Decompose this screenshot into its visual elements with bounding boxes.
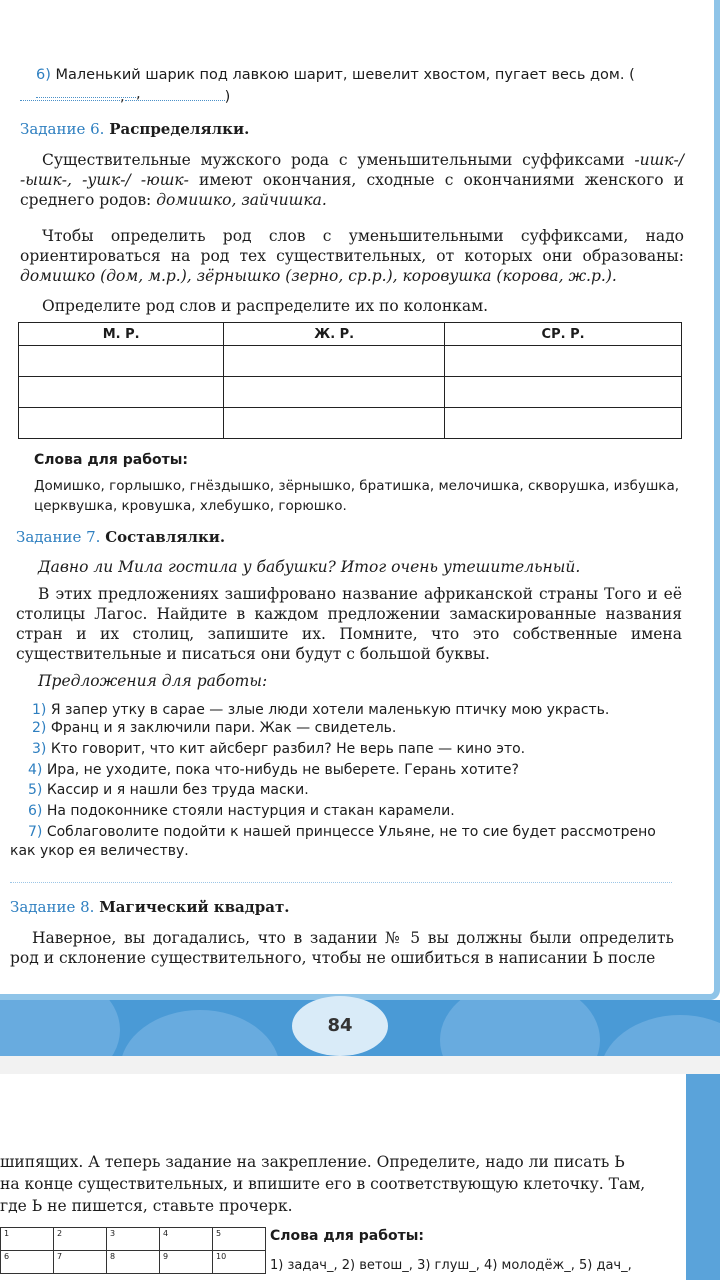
task-6-paragraph-1 xyxy=(20,150,684,210)
item-number: 6) xyxy=(36,67,51,83)
sentence-text: На подоконнике стояли настурция и стакан карамели. xyxy=(46,803,455,819)
sentence-number: 3) xyxy=(32,741,47,757)
sentence-3 xyxy=(32,740,672,759)
page2-line-3: где Ь не пишется, ставьте прочерк. xyxy=(0,1197,293,1215)
grid-cell[interactable]: 7 xyxy=(54,1251,107,1274)
grid-cell[interactable]: 10 xyxy=(213,1251,266,1274)
grid-cell[interactable]: 4 xyxy=(160,1228,213,1251)
table-cell[interactable] xyxy=(19,408,224,439)
table-cell[interactable] xyxy=(445,377,682,408)
riddle-text: Маленький шарик под лавкою шарит, шевелит хвостом, пугает весь дом. ( xyxy=(55,67,635,83)
answer-blank[interactable] xyxy=(20,100,120,101)
table-cell[interactable] xyxy=(224,408,445,439)
task-6-heading xyxy=(20,120,249,138)
task-7-paragraph: В этих предложениях зашифровано название африканской страны Того и её столицы Лагос. Найдите в каждом предложении замаскированные названия стран и их столиц, запишите их. Помните, что это собственные имена существительные и писаться они будут с большой буквы. xyxy=(16,585,682,663)
riddle-item-6-continued xyxy=(20,88,320,107)
page2-words: 1) задач_, 2) ветош_, 3) глуш_, 4) молодёж_, 5) дач_, xyxy=(270,1258,632,1273)
task-7-title: Составлялки. xyxy=(105,528,226,546)
decor-wave xyxy=(600,1015,720,1056)
page-gap xyxy=(0,1056,720,1074)
comma: , xyxy=(136,86,141,102)
task-7-riddle: Давно ли Мила гостила у бабушки? Итог очень утешительный. xyxy=(38,558,581,576)
sentence-1 xyxy=(32,701,672,720)
page2-line-1: шипящих. А теперь задание на закрепление. Определите, надо ли писать Ь xyxy=(0,1153,625,1171)
column-feminine: Ж. Р. xyxy=(224,323,445,346)
grid-cell[interactable]: 2 xyxy=(54,1228,107,1251)
sentence-2 xyxy=(32,719,672,738)
sentence-number: 6) xyxy=(28,803,43,819)
column-masculine: М. Р. xyxy=(19,323,224,346)
column-neuter: СР. Р. xyxy=(445,323,682,346)
task-6-paragraph-2 xyxy=(20,226,684,286)
task-7-label: Задание 7. xyxy=(16,528,101,546)
page2-words-label: Слова для работы: xyxy=(270,1228,424,1244)
grid-cell[interactable]: 5 xyxy=(213,1228,266,1251)
task-8-title: Магический квадрат. xyxy=(99,898,290,916)
sentence-number: 7) xyxy=(28,824,43,840)
sentence-4 xyxy=(28,761,668,780)
grid-cell[interactable]: 8 xyxy=(107,1251,160,1274)
sentence-text: Соблаговолите подойти к нашей принцессе Ульяне, не то сие будет рассмотрено как укор ея величеству. xyxy=(10,824,656,859)
grid-cell[interactable]: 1 xyxy=(1,1228,54,1251)
task-6-label: Задание 6. xyxy=(20,120,105,138)
table-cell[interactable] xyxy=(224,377,445,408)
task-7-heading xyxy=(16,528,225,546)
sentence-text: Кто говорит, что кит айсберг разбил? Не верь папе — кино это. xyxy=(50,741,526,757)
table-cell[interactable] xyxy=(445,408,682,439)
task-6-title: Распределялки. xyxy=(109,120,250,138)
examples: домишко (дом, м.р.), зёрнышко (зерно, ср.р.), коровушка (корова, ж.р.). xyxy=(20,267,617,285)
decor-wave xyxy=(120,1010,280,1056)
sentence-number: 1) xyxy=(32,702,47,718)
sentence-text: Кассир и я нашли без труда маски. xyxy=(46,782,309,798)
close-paren: ) xyxy=(224,89,231,105)
sentence-7 xyxy=(10,823,672,861)
sentence-text: Франц и я заключили пари. Жак — свидетель. xyxy=(50,720,397,736)
sentence-number: 2) xyxy=(32,720,47,736)
magic-square-grid xyxy=(0,1227,266,1274)
grid-cell[interactable]: 6 xyxy=(1,1251,54,1274)
answer-blank[interactable] xyxy=(125,100,225,101)
task-8-heading xyxy=(10,898,290,916)
sentence-number: 4) xyxy=(28,762,43,778)
section-divider xyxy=(10,882,672,883)
page-number: 84 xyxy=(292,996,388,1056)
table-cell[interactable] xyxy=(19,346,224,377)
page-edge-decor xyxy=(686,1074,720,1280)
table-cell[interactable] xyxy=(19,377,224,408)
text: имеют окончания, сходные с окончаниями женского и среднего родов: xyxy=(20,171,684,209)
grid-cell[interactable]: 9 xyxy=(160,1251,213,1274)
text: Существительные мужского рода с уменьшительными суффиксами xyxy=(42,151,635,169)
sentence-5 xyxy=(28,781,668,800)
suffixes: -ишк-/ -ышк-, -ушк-/ -юшк- xyxy=(20,151,684,189)
task-6-words-label: Слова для работы: xyxy=(34,452,188,468)
task-8-label: Задание 8. xyxy=(10,898,95,916)
task-8-paragraph: Наверное, вы догадались, что в задании № 5 вы должны были определить род и склонение существительного, чтобы не ошибиться в написании Ь после xyxy=(10,929,674,967)
sentence-6 xyxy=(28,802,668,821)
task-6-instruction: Определите род слов и распределите их по колонкам. xyxy=(42,297,489,315)
decor-wave xyxy=(0,1000,120,1056)
sentence-text: Я запер утку в сарае — злые люди хотели маленькую птичку мою украсть. xyxy=(50,702,610,718)
examples: домишко, зайчишка. xyxy=(156,191,327,209)
sentence-text: Ира, не уходите, пока что-нибудь не выберете. Герань хотите? xyxy=(46,762,519,778)
decor-wave xyxy=(440,1000,600,1056)
task-7-sentences-label: Предложения для работы: xyxy=(38,672,268,690)
table-cell[interactable] xyxy=(445,346,682,377)
task-6-words: Домишко, горлышко, гнёздышко, зёрнышко, братишка, мелочишка, скворушка, избушка, церквушка, кровушка, хлебушко, горюшко. xyxy=(34,478,680,514)
sentence-number: 5) xyxy=(28,782,43,798)
text: Чтобы определить род слов с уменьшительными суффиксами, надо ориентироваться на род тех существительных, от которых они образованы: xyxy=(20,227,684,265)
comma: , xyxy=(120,89,125,105)
table-cell[interactable] xyxy=(224,346,445,377)
page2-line-2: на конце существительных, и впишите его в соответствующую клеточку. Там, xyxy=(0,1175,646,1193)
grid-cell[interactable]: 3 xyxy=(107,1228,160,1251)
gender-table xyxy=(18,322,682,439)
